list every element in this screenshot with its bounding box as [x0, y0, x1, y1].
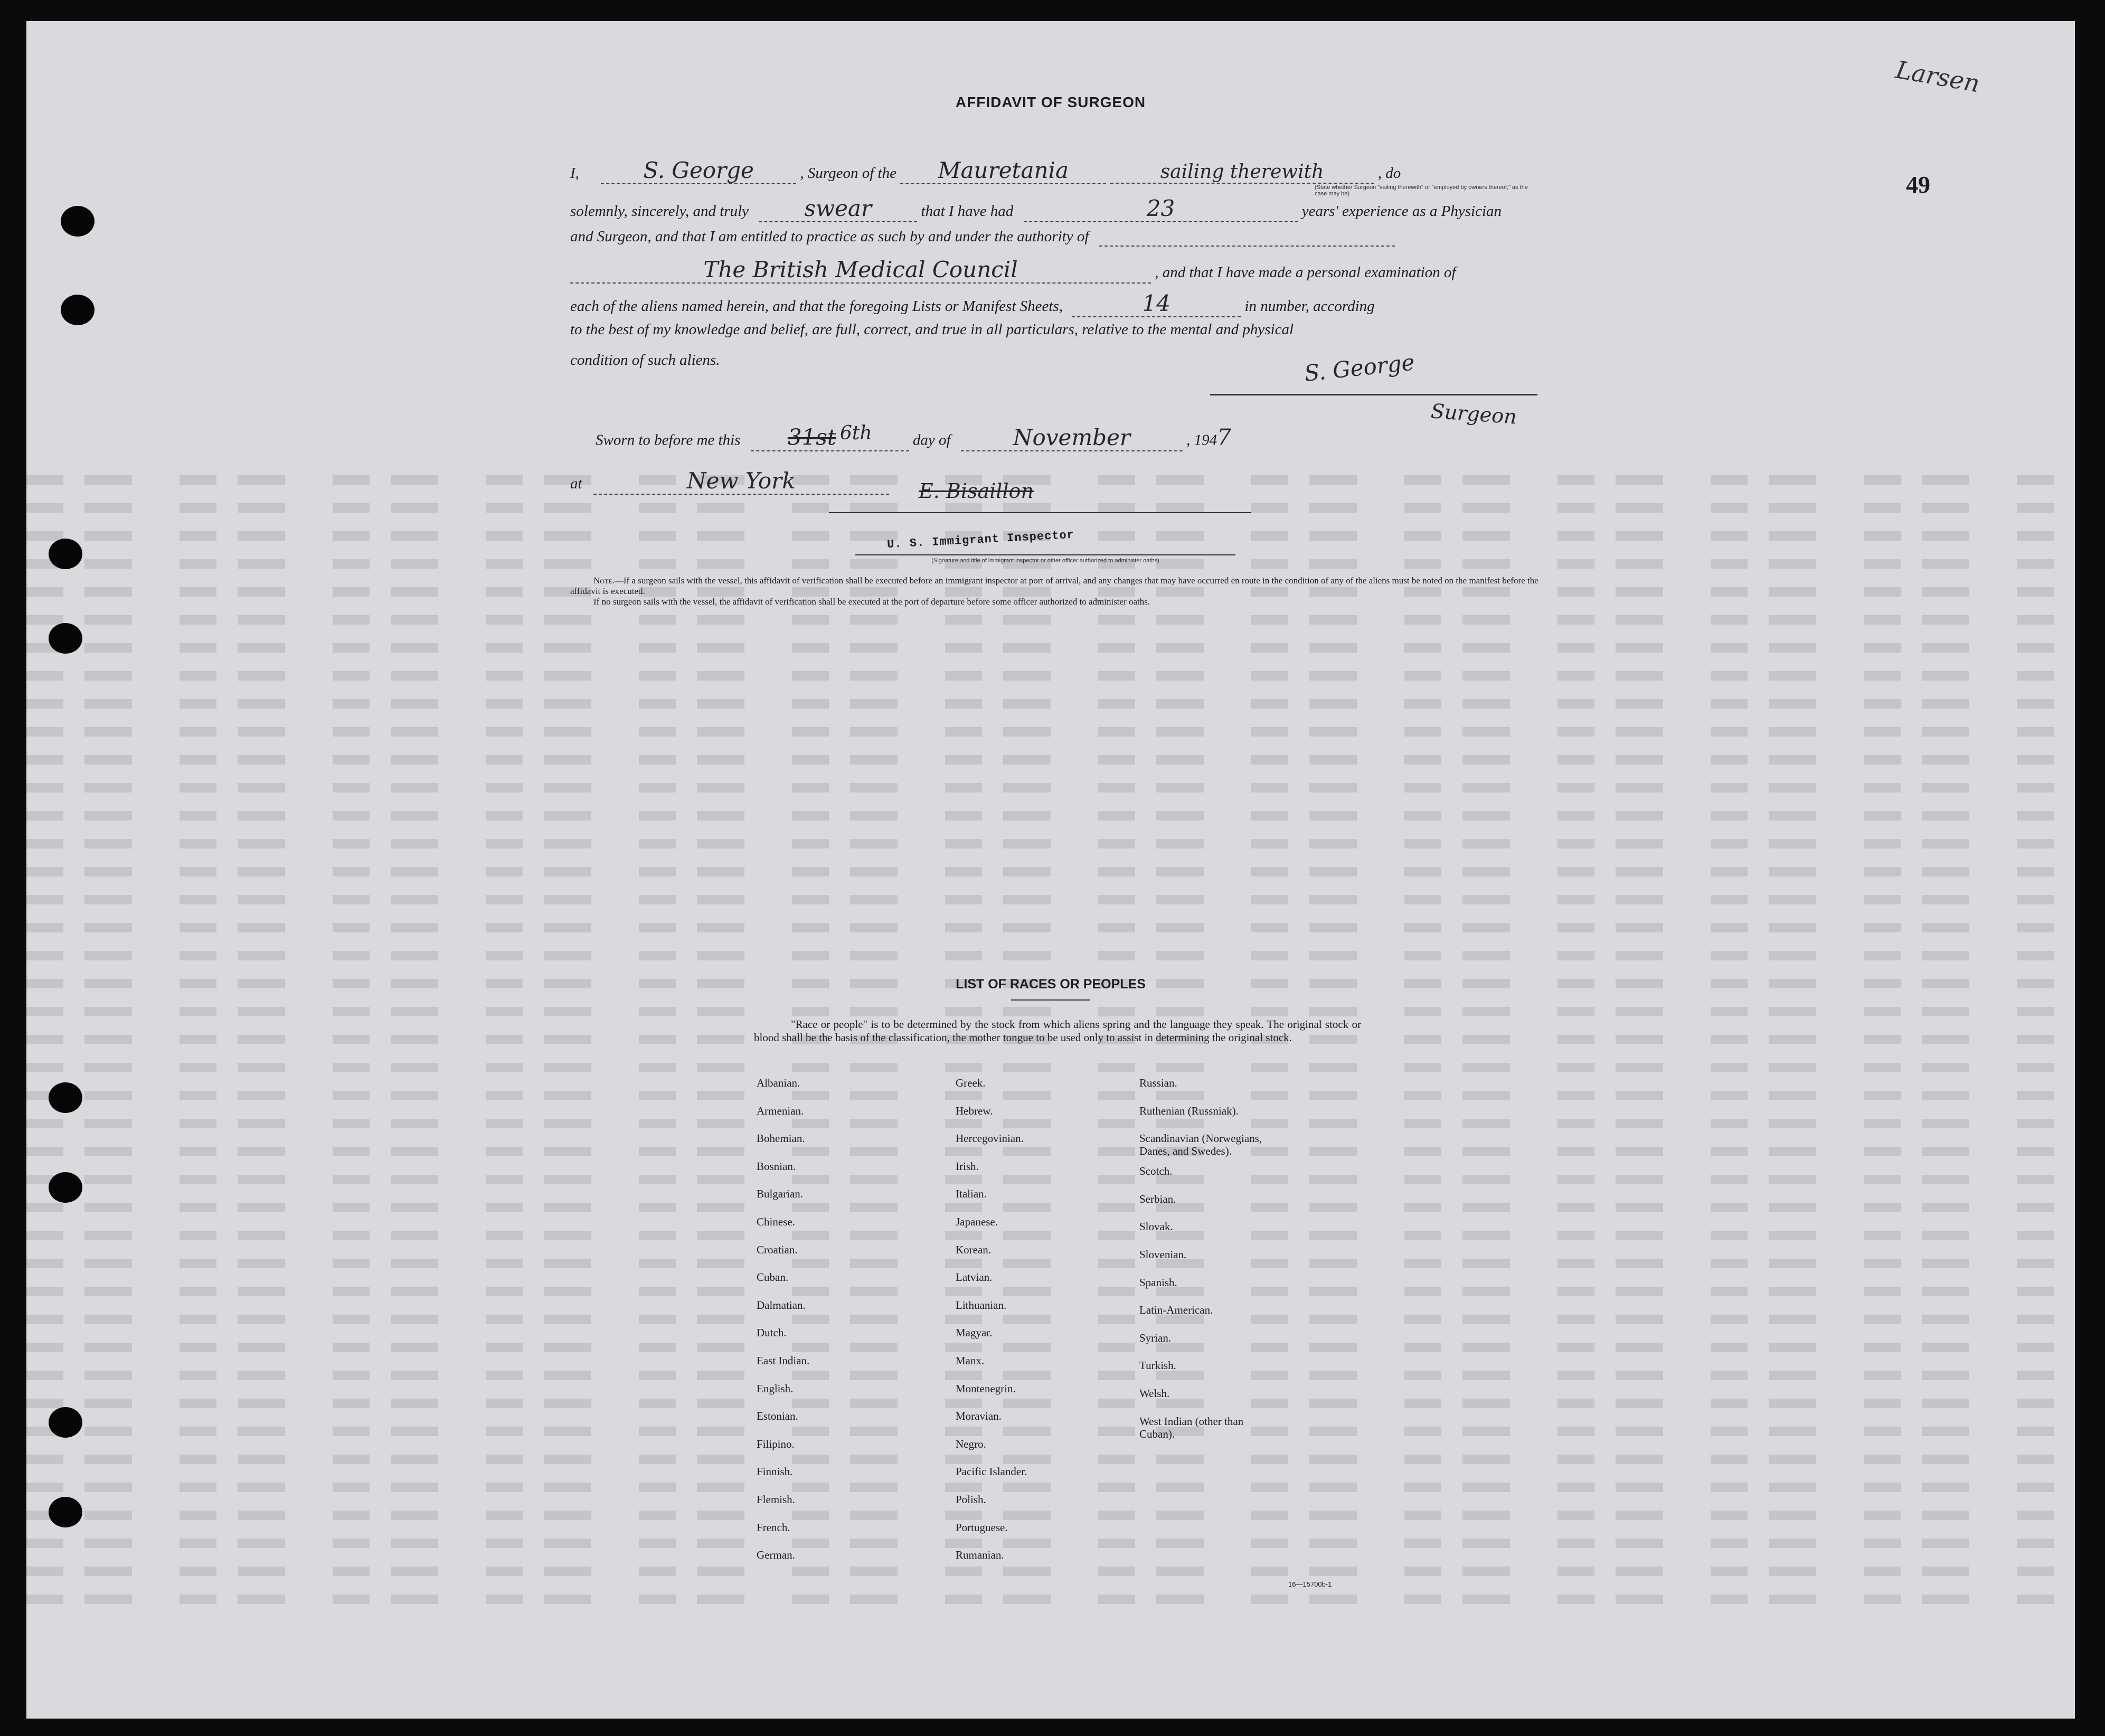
- race-item: Albanian.: [757, 1077, 800, 1089]
- race-item: Moravian.: [956, 1410, 1002, 1423]
- line4-b: , and that I have made a personal examination of: [1155, 264, 1456, 281]
- bleed-row: [26, 1287, 2075, 1296]
- race-item: Montenegrin.: [956, 1382, 1016, 1395]
- surgeon-name: S. George: [643, 157, 754, 183]
- punch-hole: [49, 623, 82, 654]
- race-item: East Indian.: [757, 1354, 810, 1367]
- officer-signature-line: [829, 512, 1251, 513]
- race-item: Bulgarian.: [757, 1187, 804, 1201]
- bleed-row: [26, 895, 2075, 904]
- affidavit-note: [570, 575, 1552, 607]
- races-column-1: [757, 1077, 809, 1577]
- bleed-row: [26, 1175, 2075, 1184]
- race-item: Ruthenian (Russniak).: [1139, 1104, 1239, 1117]
- races-intro: "Race or people" is to be determined by the stock from which aliens spring and the language they speak. The original stock or blood shall be the basis of the classification, the mother tongue to be used only to assist in determining the original stock.: [754, 1018, 1361, 1044]
- bleed-row: [26, 1063, 2075, 1072]
- bleed-row: [26, 783, 2075, 792]
- note-text-1: —If a surgeon sails with the vessel, this affidavit of verification shall be executed before an immigrant inspector at port of arrival, and any changes that may have occurred en route in the condition of any of the aliens must be noted on the manifest before the affidavit is executed.: [570, 575, 1538, 596]
- bleed-row: [26, 867, 2075, 876]
- race-item: Spanish.: [1139, 1276, 1177, 1289]
- race-item: Filipino.: [757, 1437, 795, 1450]
- punch-hole: [49, 1497, 82, 1527]
- race-item: Manx.: [956, 1354, 985, 1367]
- race-item: Armenian.: [757, 1104, 804, 1117]
- race-item: Russian.: [1139, 1077, 1177, 1089]
- race-item: Bohemian.: [757, 1132, 805, 1145]
- race-item: Negro.: [956, 1437, 986, 1450]
- sworn-year-prefix: , 194: [1186, 431, 1217, 449]
- affidavit-line-4: [570, 257, 1456, 284]
- signature-line: [1210, 394, 1537, 395]
- race-item: Estonian.: [757, 1410, 798, 1423]
- bleed-row: [26, 1147, 2075, 1156]
- punch-hole: [49, 1407, 82, 1438]
- status-note: (State whether Surgeon "sailing therewith" or "employed by owners thereof," as the case may be): [1315, 184, 1528, 197]
- race-item: Korean.: [956, 1243, 992, 1256]
- at-label: at: [570, 475, 582, 492]
- bleed-row: [26, 1343, 2075, 1352]
- licensing-authority: The British Medical Council: [703, 257, 1018, 282]
- corner-handwriting: Larsen: [1893, 55, 1982, 98]
- line2-c: years' experience as a Physician: [1301, 203, 1502, 220]
- race-item: Polish.: [956, 1493, 986, 1506]
- sworn-label: Sworn to before me this: [596, 431, 741, 449]
- race-item: French.: [757, 1521, 790, 1534]
- punch-hole: [49, 1082, 82, 1113]
- race-item: Latvian.: [956, 1271, 993, 1284]
- race-item: Scotch.: [1139, 1165, 1173, 1178]
- line2-b: that I have had: [921, 203, 1014, 220]
- race-item: Serbian.: [1139, 1192, 1176, 1205]
- race-item: Portuguese.: [956, 1521, 1008, 1534]
- race-item: Irish.: [956, 1159, 979, 1173]
- punch-hole: [61, 206, 95, 237]
- race-item: Scandinavian (Norwegians, Danes, and Swedes).: [1139, 1132, 1262, 1158]
- affidavit-line-3: [570, 228, 1395, 247]
- race-item: Hebrew.: [956, 1104, 993, 1117]
- surgeon-status: sailing therewith: [1160, 161, 1324, 183]
- ship-name: Mauretania: [938, 157, 1069, 183]
- punch-hole: [49, 1172, 82, 1203]
- races-column-3: [1139, 1077, 1262, 1448]
- surgeon-of-label: , Surgeon of the: [800, 165, 896, 182]
- race-item: Rumanian.: [956, 1549, 1004, 1562]
- bleed-row: [26, 1119, 2075, 1128]
- race-item: Slovenian.: [1139, 1248, 1187, 1261]
- race-item: West Indian (other than Cuban).: [1139, 1414, 1244, 1440]
- race-item: Chinese.: [757, 1215, 795, 1228]
- bleed-row: [26, 1511, 2075, 1520]
- races-column-2: [956, 1077, 1027, 1577]
- bleed-row: [26, 923, 2075, 932]
- race-item: Pacific Islander.: [956, 1465, 1027, 1478]
- surgeon-title: Surgeon: [1430, 399, 1518, 429]
- line5-a: each of the aliens named herein, and that the foregoing Lists or Manifest Sheets,: [570, 298, 1063, 315]
- sworn-line: [596, 422, 1231, 451]
- affidavit-line-5: [570, 290, 1375, 317]
- place-line: [570, 468, 889, 495]
- bleed-row: [26, 1091, 2075, 1100]
- affidavit-line-2: [570, 195, 1502, 222]
- bleed-row: [26, 1259, 2075, 1268]
- race-item: Greek.: [956, 1077, 986, 1089]
- bleed-row: [26, 755, 2075, 765]
- race-item: Turkish.: [1139, 1359, 1176, 1372]
- race-item: Bosnian.: [757, 1159, 796, 1173]
- race-item: Hercegovinian.: [956, 1132, 1024, 1145]
- race-item: German.: [757, 1549, 795, 1562]
- bleed-row: [26, 1483, 2075, 1492]
- race-item: Latin-American.: [1139, 1304, 1213, 1317]
- affidavit-title: AFFIDAVIT OF SURGEON: [955, 94, 1146, 110]
- bleed-row: [26, 1315, 2075, 1324]
- race-item: Flemish.: [757, 1493, 795, 1506]
- races-title-rule: [1011, 999, 1090, 1001]
- sworn-place: New York: [686, 468, 796, 494]
- line2-a: solemnly, sincerely, and truly: [570, 203, 749, 220]
- race-item: Cuban.: [757, 1271, 789, 1284]
- form-number: 16—15700b-1: [1288, 1580, 1332, 1588]
- document-sheet: [26, 21, 2075, 1719]
- page-number: 49: [1906, 171, 1930, 198]
- sheet-count: 14: [1142, 290, 1171, 316]
- sworn-day: 6th: [839, 422, 872, 444]
- sworn-year-digit: 7: [1217, 424, 1231, 450]
- race-item: Dalmatian.: [757, 1298, 806, 1312]
- affidavit-line-1: [570, 157, 1401, 184]
- race-item: Welsh.: [1139, 1386, 1170, 1400]
- race-item: Magyar.: [956, 1326, 993, 1339]
- note-label: Note.: [593, 575, 615, 586]
- bleed-row: [26, 1595, 2075, 1604]
- bleed-row: [26, 1399, 2075, 1408]
- note-text-2: If no surgeon sails with the vessel, the affidavit of verification shall be executed at the port of departure before some officer authorized to administer oaths.: [593, 597, 1150, 607]
- bleed-row: [26, 503, 2075, 513]
- affidavit-line-6: to the best of my knowledge and belief, are full, correct, and true in all particulars, relative to the mental and physical: [570, 321, 1294, 338]
- bleed-row: [26, 1427, 2075, 1436]
- race-item: Finnish.: [757, 1465, 793, 1478]
- i-label: I,: [570, 165, 579, 182]
- punch-hole: [61, 295, 95, 325]
- bleed-row: [26, 1455, 2075, 1464]
- day-of-label: day of: [912, 431, 951, 449]
- bleed-row: [26, 475, 2075, 485]
- race-item: Italian.: [956, 1187, 987, 1201]
- races-title: LIST OF RACES OR PEOPLES: [956, 977, 1146, 992]
- bleed-row: [26, 615, 2075, 625]
- race-item: English.: [757, 1382, 794, 1395]
- affidavit-line-7: condition of such aliens.: [570, 352, 720, 369]
- inspector-signature: E. Bisaillon: [919, 479, 1034, 503]
- bleed-row: [26, 1203, 2075, 1212]
- bleed-row: [26, 811, 2075, 820]
- line3: and Surgeon, and that I am entitled to practice as such by and under the authority of: [570, 228, 1089, 245]
- line5-b: in number, according: [1244, 298, 1375, 315]
- bleed-row: [26, 1539, 2075, 1548]
- inspector-title-stamp: U. S. Immigrant Inspector: [886, 528, 1075, 552]
- officer-caption: (Signature and title of immigrant inspector or other officer authorized to administer oaths): [931, 558, 1159, 564]
- years-experience: 23: [1146, 195, 1175, 221]
- race-item: Syrian.: [1139, 1331, 1172, 1344]
- bleed-row: [26, 1371, 2075, 1380]
- bleed-row: [26, 1231, 2075, 1240]
- bleed-row: [26, 727, 2075, 737]
- do-label: , do: [1377, 165, 1401, 182]
- bleed-row: [26, 643, 2075, 653]
- punch-hole: [49, 539, 82, 569]
- bleed-row: [26, 839, 2075, 848]
- race-item: Dutch.: [757, 1326, 787, 1339]
- bleed-row: [26, 671, 2075, 681]
- officer-title-line: [855, 554, 1235, 555]
- race-item: Croatian.: [757, 1243, 798, 1256]
- race-item: Japanese.: [956, 1215, 998, 1228]
- race-item: Slovak.: [1139, 1220, 1173, 1233]
- bleed-row: [26, 1567, 2075, 1576]
- race-item: Lithuanian.: [956, 1298, 1007, 1312]
- sworn-month: November: [1013, 424, 1130, 450]
- sworn-day-struck: 31st: [787, 424, 836, 450]
- bleed-row: [26, 699, 2075, 709]
- surgeon-signature: S. George: [1303, 349, 1416, 386]
- bleed-row: [26, 1007, 2075, 1016]
- bleed-row: [26, 951, 2075, 960]
- oath-word: swear: [804, 195, 872, 221]
